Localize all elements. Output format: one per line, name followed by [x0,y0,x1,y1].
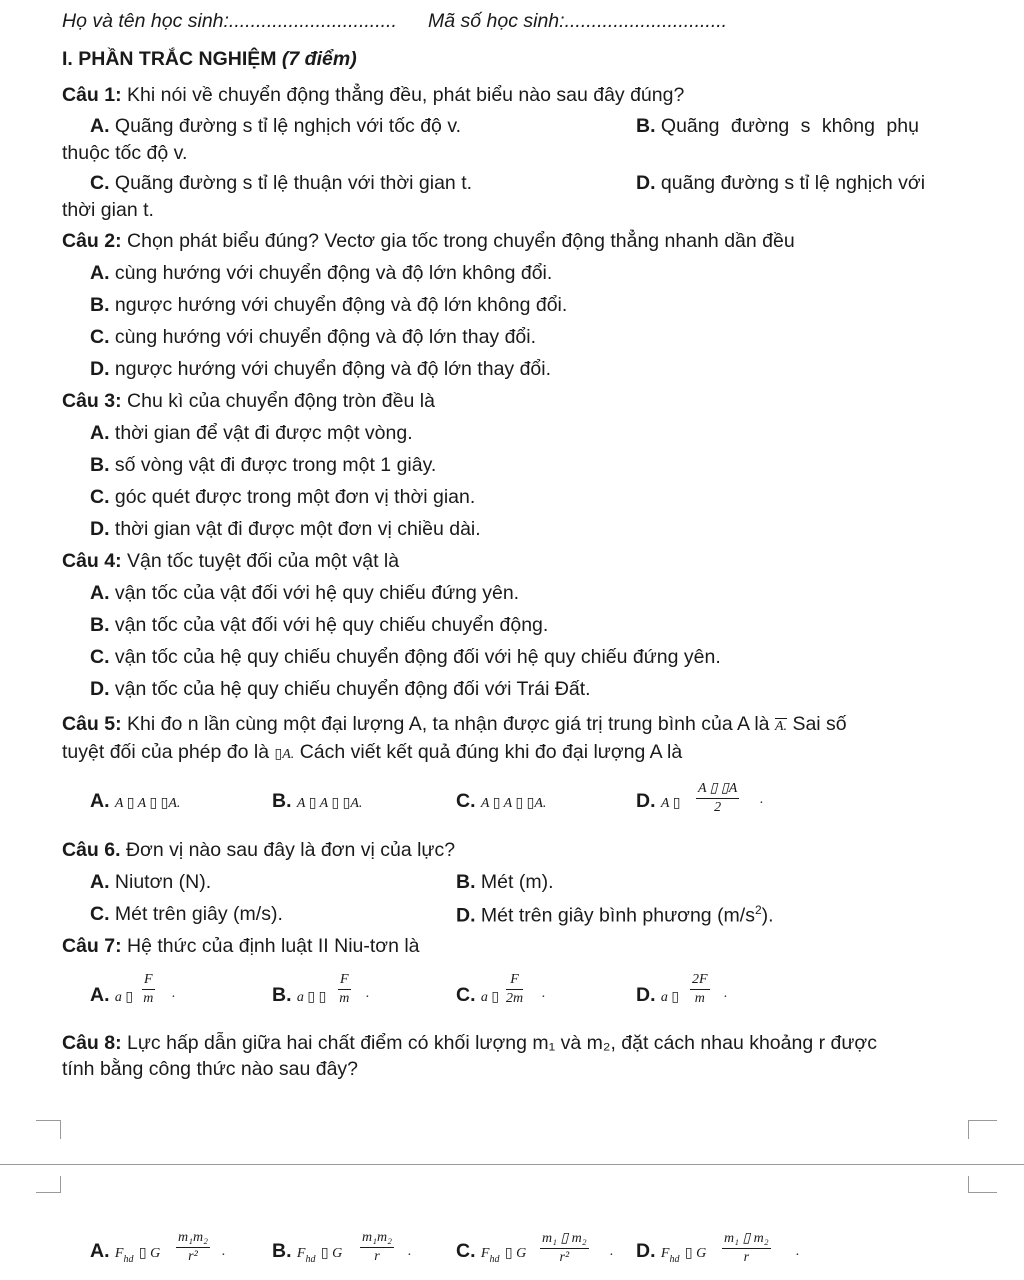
question-1: Câu 1: Khi nói về chuyển động thẳng đều, phát biểu nào sau đây đúng? [62,84,685,106]
q6-option-c: C. Mét trên giây (m/s). [90,903,283,925]
q7-option-a: A. a ▯ [90,984,134,1006]
question-3: Câu 3: Chu kì của chuyển động tròn đều là [62,390,435,412]
question-5-line2: tuyệt đối của phép đo là ▯A. Cách viết kết quả đúng khi đo đại lượng A là [62,741,683,763]
q5-option-c: C. A ▯ A ▯ ▯A. [456,790,547,812]
q1-option-a: A. Quãng đường s tỉ lệ nghịch với tốc độ v. [90,115,462,137]
q8-b-fraction: m₁m₂ r [362,1230,392,1264]
q8-option-d: D. $F_{hd}$ ▯ G [636,1240,707,1265]
q8-option-a: A. $F_{hd}$ ▯ G [90,1240,161,1265]
q1-option-d: D. quãng đường s tỉ lệ nghịch với [636,172,926,194]
q6-option-d: D. Mét trên giây bình phương $(m/s^2)$. [456,903,774,927]
q8-a-fraction: m₁m₂ r² [178,1230,208,1264]
q7-a-fraction: F m [143,972,154,1006]
question-8-line2: tính bằng công thức nào sau đây? [62,1058,359,1080]
delta-symbol: ▯A. [274,747,295,762]
student-id-field: Mã số học sinh:.............................. [428,10,728,32]
q2-option-a: A. cùng hướng với chuyển động và độ lớn không đổi. [90,262,553,284]
q3-option-c: C. góc quét được trong một đơn vị thời gian. [90,486,476,508]
q4-option-d: D. vận tốc của hệ quy chiếu chuyển động đối với Trái Đất. [90,678,591,700]
question-5: Câu 5: Khi đo n lần cùng một đại lượng A, ta nhận được giá trị trung bình của A là A. Sai số [62,713,847,735]
q3-option-d: D. thời gian vật đi được một đơn vị chiều dài. [90,518,481,540]
q7-b-fraction: F m [339,972,350,1006]
q2-option-b: B. ngược hướng với chuyển động và độ lớn không đổi. [90,294,568,316]
q4-option-b: B. vận tốc của vật đối với hệ quy chiếu chuyển động. [90,614,549,636]
q8-option-b: B. $F_{hd}$ ▯ G [272,1240,343,1265]
q3-option-b: B. số vòng vật đi được trong một 1 giây. [90,454,437,476]
q6-option-b: B. Mét (m). [456,871,554,893]
q5-option-d-fraction: A ▯ ▯A 2 [698,781,738,815]
q7-c-fraction: F 2m [506,972,524,1006]
corner-mark-bottom-right [968,1176,997,1193]
q7-d-fraction: 2F m [692,972,708,1006]
q2-option-d: D. ngược hướng với chuyển động và độ lớn thay đổi. [90,358,552,380]
q1-option-d-wrap: thời gian t. [62,199,154,221]
question-8: Câu 8: Lực hấp dẫn giữa hai chất điểm có khối lượng m₁ và m₂, đặt cách nhau khoảng r được [62,1032,877,1054]
mean-symbol: A. [774,719,788,734]
question-4: Câu 4: Vận tốc tuyệt đối của một vật là [62,550,400,572]
student-name-field: Họ và tên học sinh:............................... [62,10,397,32]
q1-option-b-wrap: thuộc tốc độ v. [62,142,188,164]
page-divider [0,1164,1024,1165]
q6-option-a: A. Niutơn (N). [90,871,212,893]
q5-option-b: B. A ▯ A ▯ ▯A. [272,790,363,812]
q8-d-fraction: m₁ ▯ m₂ r [724,1231,769,1265]
q8-c-fraction: m₁ ▯ m₂ r² [542,1231,587,1265]
q8-option-c: C. $F_{hd}$ ▯ G [456,1240,527,1265]
q4-option-a: A. vận tốc của vật đối với hệ quy chiếu đứng yên. [90,582,520,604]
q7-option-d: D. a ▯ [636,984,680,1006]
q2-option-c: C. cùng hướng với chuyển động và độ lớn thay đổi. [90,326,537,348]
corner-mark-top-left [36,1120,61,1139]
q7-option-c: C. a ▯ [456,984,500,1006]
q1-option-c: C. Quãng đường s tỉ lệ thuận với thời gian t. [90,172,473,194]
q5-option-a: A. A ▯ A ▯ ▯A. [90,790,181,812]
q7-option-b: B. a ▯ ▯ [272,984,327,1006]
question-6: Câu 6. Đơn vị nào sau đây là đơn vị của lực? [62,839,456,861]
question-2: Câu 2: Chọn phát biểu đúng? Vectơ gia tốc trong chuyển động thẳng nhanh dần đều [62,230,795,252]
q5-option-d: D. A ▯ [636,790,681,812]
question-7: Câu 7: Hệ thức của định luật II Niu-tơn là [62,935,420,957]
q3-option-a: A. thời gian để vật đi được một vòng. [90,422,413,444]
q4-option-c: C. vận tốc của hệ quy chiếu chuyển động đối với hệ quy chiếu đứng yên. [90,646,721,668]
corner-mark-top-right [968,1120,997,1139]
q1-option-b: B. Quãng đường s không phụ [636,115,919,137]
corner-mark-bottom-left [36,1176,61,1193]
section-title: I. PHẦN TRẮC NGHIỆM (7 điểm) [62,48,357,70]
